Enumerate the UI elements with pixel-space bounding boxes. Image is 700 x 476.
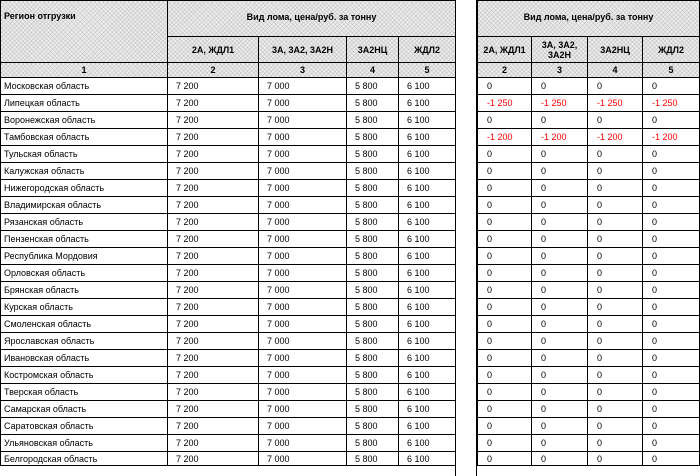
column-header: 3А2НЦ [588, 37, 643, 63]
change-cell: 0 [643, 214, 700, 231]
price-cell: 6 100 [399, 418, 456, 435]
change-cell: 0 [478, 350, 532, 367]
region-cell: Рязанская область [1, 214, 168, 231]
change-group-header: Вид лома, цена/руб. за тонну [478, 1, 700, 37]
table-row [1, 333, 456, 350]
price-cell: 7 000 [259, 248, 347, 265]
price-cell: 6 100 [399, 452, 456, 466]
table-row [1, 265, 456, 282]
change-cell: 0 [588, 146, 643, 163]
change-cell: 0 [643, 180, 700, 197]
change-cell: 0 [532, 248, 588, 265]
column-number: 4 [588, 63, 643, 78]
price-cell: 7 200 [168, 401, 259, 418]
price-cell: 7 200 [168, 163, 259, 180]
region-cell: Московская область [1, 78, 168, 95]
price-cell: 6 100 [399, 265, 456, 282]
price-cell: 5 800 [347, 95, 399, 112]
change-cell: 0 [532, 112, 588, 129]
price-cell: 7 000 [259, 78, 347, 95]
price-cell: 5 800 [347, 231, 399, 248]
price-cell: 6 100 [399, 146, 456, 163]
table-row [1, 95, 456, 112]
table-row [478, 248, 700, 265]
price-cell: 5 800 [347, 78, 399, 95]
price-cell: 7 000 [259, 197, 347, 214]
change-cell: 0 [643, 452, 700, 466]
region-cell: Костромская область [1, 367, 168, 384]
price-cell: 5 800 [347, 163, 399, 180]
price-cell: 7 200 [168, 248, 259, 265]
price-cell: 6 100 [399, 401, 456, 418]
change-cell: 0 [588, 265, 643, 282]
price-cell: 7 200 [168, 95, 259, 112]
table-divider [455, 0, 477, 476]
price-cell: 7 000 [259, 112, 347, 129]
change-cell: 0 [532, 265, 588, 282]
table-row [1, 146, 456, 163]
price-cell: 7 000 [259, 299, 347, 316]
price-cell: 7 000 [259, 265, 347, 282]
change-cell: 0 [532, 214, 588, 231]
column-number: 2 [168, 63, 259, 78]
price-cell: 7 000 [259, 180, 347, 197]
price-cell: 6 100 [399, 367, 456, 384]
price-cell: 7 000 [259, 401, 347, 418]
table-row [478, 435, 700, 452]
table-row [1, 112, 456, 129]
change-cell: 0 [588, 112, 643, 129]
table-row [1, 78, 456, 95]
price-cell: 7 200 [168, 78, 259, 95]
change-cell: 0 [532, 367, 588, 384]
region-cell: Самарская область [1, 401, 168, 418]
table-row [1, 401, 456, 418]
region-cell: Калужская область [1, 163, 168, 180]
change-cell: -1 200 [532, 129, 588, 146]
price-cell: 5 800 [347, 180, 399, 197]
price-cell: 6 100 [399, 197, 456, 214]
change-cell: 0 [588, 282, 643, 299]
change-cell: 0 [478, 384, 532, 401]
change-cell: 0 [643, 112, 700, 129]
price-cell: 5 800 [347, 265, 399, 282]
change-cell: 0 [643, 146, 700, 163]
price-cell: 5 800 [347, 333, 399, 350]
change-cell: 0 [643, 435, 700, 452]
price-cell: 7 200 [168, 129, 259, 146]
column-number: 1 [1, 63, 168, 78]
price-cell: 7 200 [168, 384, 259, 401]
change-cell: 0 [532, 418, 588, 435]
table-row [478, 418, 700, 435]
price-cell: 5 800 [347, 214, 399, 231]
column-number: 3 [259, 63, 347, 78]
change-cell: -1 200 [588, 129, 643, 146]
change-cell: 0 [588, 197, 643, 214]
table-row [478, 163, 700, 180]
table-row [478, 333, 700, 350]
change-cell: 0 [588, 418, 643, 435]
table-row [1, 435, 456, 452]
change-cell: 0 [643, 197, 700, 214]
price-cell: 7 000 [259, 95, 347, 112]
change-cell: 0 [478, 418, 532, 435]
price-cell: 7 000 [259, 231, 347, 248]
price-cell: 7 000 [259, 384, 347, 401]
column-number: 2 [478, 63, 532, 78]
column-header: 3А2НЦ [347, 37, 399, 63]
change-cell: 0 [643, 401, 700, 418]
table-row [1, 197, 456, 214]
price-cell: 7 000 [259, 129, 347, 146]
table-row [478, 265, 700, 282]
price-cell: 5 800 [347, 418, 399, 435]
region-cell: Республика Мордовия [1, 248, 168, 265]
change-cell: 0 [643, 333, 700, 350]
price-cell: 7 000 [259, 367, 347, 384]
change-cell: 0 [588, 78, 643, 95]
table-row [478, 350, 700, 367]
price-cell: 7 000 [259, 316, 347, 333]
price-cell: 7 200 [168, 197, 259, 214]
price-cell: 6 100 [399, 129, 456, 146]
price-cell: 6 100 [399, 95, 456, 112]
price-cell: 5 800 [347, 248, 399, 265]
price-cell: 7 200 [168, 333, 259, 350]
price-cell: 6 100 [399, 384, 456, 401]
price-cell: 6 100 [399, 163, 456, 180]
table-row [478, 401, 700, 418]
price-cell: 6 100 [399, 78, 456, 95]
region-cell: Нижегородская область [1, 180, 168, 197]
table-row [478, 316, 700, 333]
price-cell: 7 200 [168, 367, 259, 384]
change-cell: 0 [532, 384, 588, 401]
column-number: 5 [643, 63, 700, 78]
price-cell: 7 200 [168, 146, 259, 163]
change-cell: 0 [588, 333, 643, 350]
change-cell: 0 [478, 299, 532, 316]
change-cell: -1 250 [643, 95, 700, 112]
change-cell: 0 [478, 146, 532, 163]
change-cell: 0 [478, 265, 532, 282]
table-row [478, 129, 700, 146]
table-row [478, 197, 700, 214]
column-number: 5 [399, 63, 456, 78]
table-row [478, 384, 700, 401]
table-row [1, 299, 456, 316]
price-cell: 5 800 [347, 299, 399, 316]
price-cell: 5 800 [347, 129, 399, 146]
price-cell: 5 800 [347, 146, 399, 163]
price-cell: 5 800 [347, 401, 399, 418]
region-cell: Тверская область [1, 384, 168, 401]
change-cell: 0 [588, 214, 643, 231]
change-cell: 0 [588, 163, 643, 180]
change-cell: 0 [643, 78, 700, 95]
price-cell: 7 200 [168, 265, 259, 282]
table-row [1, 418, 456, 435]
price-cell: 5 800 [347, 197, 399, 214]
change-cell: -1 200 [643, 129, 700, 146]
change-cell: 0 [588, 299, 643, 316]
change-cell: 0 [588, 316, 643, 333]
change-cell: 0 [643, 231, 700, 248]
price-cell: 6 100 [399, 112, 456, 129]
price-cell: 6 100 [399, 435, 456, 452]
table-row [1, 231, 456, 248]
change-cell: 0 [532, 78, 588, 95]
price-cell: 5 800 [347, 282, 399, 299]
change-cell: 0 [478, 163, 532, 180]
change-cell: 0 [588, 452, 643, 466]
change-cell: 0 [478, 112, 532, 129]
change-cell: 0 [478, 214, 532, 231]
price-cell: 5 800 [347, 316, 399, 333]
price-cell: 6 100 [399, 316, 456, 333]
price-group-header: Вид лома, цена/руб. за тонну [168, 1, 456, 37]
table-row [1, 214, 456, 231]
price-cell: 6 100 [399, 299, 456, 316]
column-header: 2А, ЖДЛ1 [168, 37, 259, 63]
region-header: Регион отгрузки [1, 1, 168, 63]
region-cell: Саратовская область [1, 418, 168, 435]
price-cell: 7 200 [168, 282, 259, 299]
price-cell: 7 000 [259, 214, 347, 231]
price-cell: 5 800 [347, 384, 399, 401]
region-cell: Ярославская область [1, 333, 168, 350]
price-cell: 6 100 [399, 350, 456, 367]
price-cell: 6 100 [399, 333, 456, 350]
change-cell: 0 [532, 231, 588, 248]
column-number: 3 [532, 63, 588, 78]
column-header: ЖДЛ2 [643, 37, 700, 63]
table-row [478, 180, 700, 197]
price-cell: 7 200 [168, 435, 259, 452]
change-cell: 0 [643, 282, 700, 299]
table-row [1, 316, 456, 333]
column-header: ЖДЛ2 [399, 37, 456, 63]
price-cell: 7 000 [259, 163, 347, 180]
price-cell: 7 000 [259, 333, 347, 350]
change-cell: 0 [478, 333, 532, 350]
change-cell: 0 [643, 418, 700, 435]
change-cell: 0 [532, 401, 588, 418]
table-row [478, 95, 700, 112]
region-cell: Белгородская область [1, 452, 168, 466]
price-cell: 6 100 [399, 282, 456, 299]
change-cell: -1 250 [532, 95, 588, 112]
change-cell: 0 [588, 231, 643, 248]
price-cell: 7 200 [168, 350, 259, 367]
change-cell: 0 [532, 299, 588, 316]
price-cell: 7 000 [259, 350, 347, 367]
region-cell: Воронежская область [1, 112, 168, 129]
table-row [1, 163, 456, 180]
change-cell: 0 [532, 333, 588, 350]
region-cell: Курская область [1, 299, 168, 316]
change-cell: 0 [643, 265, 700, 282]
table-row [1, 282, 456, 299]
price-cell: 7 200 [168, 112, 259, 129]
region-cell: Липецкая область [1, 95, 168, 112]
price-cell: 6 100 [399, 180, 456, 197]
change-cell: 0 [478, 452, 532, 466]
region-cell: Тульская область [1, 146, 168, 163]
change-cell: 0 [588, 248, 643, 265]
price-cell: 7 000 [259, 282, 347, 299]
change-cell: 0 [478, 78, 532, 95]
region-cell: Владимирская область [1, 197, 168, 214]
change-cell: 0 [532, 146, 588, 163]
region-cell: Ивановская область [1, 350, 168, 367]
change-cell: 0 [643, 299, 700, 316]
region-cell: Смоленская область [1, 316, 168, 333]
change-cell: 0 [588, 401, 643, 418]
price-cell: 6 100 [399, 214, 456, 231]
change-cell: 0 [532, 197, 588, 214]
price-cell: 7 200 [168, 214, 259, 231]
table-row [478, 146, 700, 163]
column-number: 4 [347, 63, 399, 78]
price-cell: 5 800 [347, 435, 399, 452]
change-cell: 0 [532, 282, 588, 299]
change-cell: -1 200 [478, 129, 532, 146]
column-header: 2А, ЖДЛ1 [478, 37, 532, 63]
region-cell: Пензенская область [1, 231, 168, 248]
price-change-table [477, 0, 700, 466]
change-cell: 0 [588, 367, 643, 384]
change-cell: 0 [588, 350, 643, 367]
price-cell: 7 200 [168, 316, 259, 333]
change-cell: 0 [532, 180, 588, 197]
change-cell: 0 [643, 163, 700, 180]
change-cell: 0 [532, 435, 588, 452]
table-row [1, 248, 456, 265]
table-row [1, 384, 456, 401]
change-cell: 0 [643, 316, 700, 333]
table-row [1, 452, 456, 466]
change-cell: 0 [478, 367, 532, 384]
change-cell: 0 [478, 435, 532, 452]
change-cell: 0 [532, 452, 588, 466]
region-cell: Ульяновская область [1, 435, 168, 452]
change-cell: 0 [588, 180, 643, 197]
table-row [478, 214, 700, 231]
region-cell: Брянская область [1, 282, 168, 299]
change-cell: -1 250 [588, 95, 643, 112]
change-cell: 0 [478, 231, 532, 248]
change-cell: 0 [588, 384, 643, 401]
change-cell: 0 [478, 180, 532, 197]
change-cell: 0 [532, 316, 588, 333]
change-cell: 0 [643, 367, 700, 384]
change-cell: 0 [532, 350, 588, 367]
change-cell: 0 [478, 197, 532, 214]
column-header: 3А, 3А2, 3А2Н [259, 37, 347, 63]
price-cell: 6 100 [399, 231, 456, 248]
table-row [1, 350, 456, 367]
table-row [478, 231, 700, 248]
price-cell: 5 800 [347, 452, 399, 466]
price-cell: 7 000 [259, 146, 347, 163]
change-cell: 0 [643, 350, 700, 367]
price-cell: 7 200 [168, 299, 259, 316]
price-cell: 7 200 [168, 180, 259, 197]
change-cell: 0 [532, 163, 588, 180]
table-row [478, 367, 700, 384]
region-cell: Орловская область [1, 265, 168, 282]
change-cell: 0 [478, 401, 532, 418]
region-cell: Тамбовская область [1, 129, 168, 146]
change-cell: 0 [478, 316, 532, 333]
column-header: 3А, 3А2, 3А2Н [532, 37, 588, 63]
table-row [1, 180, 456, 197]
price-cell: 7 200 [168, 231, 259, 248]
table-row [478, 112, 700, 129]
table-row [478, 452, 700, 466]
change-cell: 0 [588, 435, 643, 452]
table-row [478, 282, 700, 299]
price-cell: 6 100 [399, 248, 456, 265]
price-cell: 7 000 [259, 452, 347, 466]
price-cell: 5 800 [347, 350, 399, 367]
price-cell: 7 200 [168, 452, 259, 466]
price-cell: 5 800 [347, 367, 399, 384]
change-cell: 0 [478, 248, 532, 265]
price-cell: 7 200 [168, 418, 259, 435]
table-row [1, 367, 456, 384]
price-cell: 5 800 [347, 112, 399, 129]
price-cell: 7 000 [259, 435, 347, 452]
change-cell: 0 [643, 248, 700, 265]
change-cell: -1 250 [478, 95, 532, 112]
price-cell: 7 000 [259, 418, 347, 435]
table-row [1, 129, 456, 146]
table-row [478, 78, 700, 95]
change-cell: 0 [643, 384, 700, 401]
table-row [478, 299, 700, 316]
change-cell: 0 [478, 282, 532, 299]
